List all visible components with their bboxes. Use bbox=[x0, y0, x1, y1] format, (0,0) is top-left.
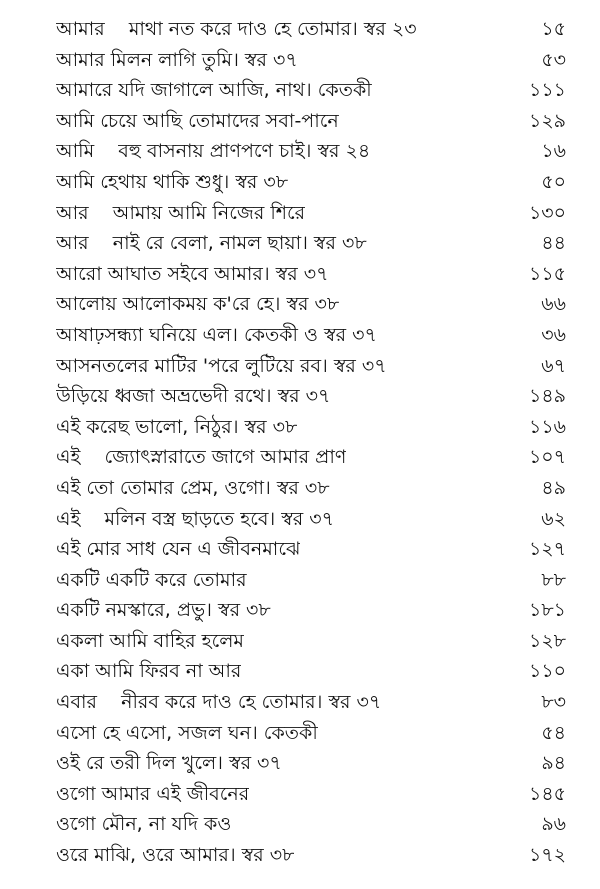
entry-page-number: ১৪৫ bbox=[529, 782, 566, 805]
entry-title: আমি বহু বাসনায় প্রাণপণে চাই। স্বর ২৪ bbox=[56, 140, 371, 163]
index-entry bbox=[56, 289, 566, 320]
entry-title: আমারে যদি জাগালে আজি, নাথ। কেতকী bbox=[56, 79, 372, 102]
entry-page-number: ৪৯ bbox=[541, 476, 566, 499]
index-entry bbox=[56, 473, 566, 504]
entry-title: এই মলিন বস্ত্র ছাড়তে হবে। স্বর ৩৭ bbox=[56, 507, 335, 530]
entry-title: একলা আমি বাহির হলেম bbox=[56, 629, 244, 652]
entry-title: আমার মাথা নত করে দাও হে তোমার। স্বর ২৩ bbox=[56, 18, 417, 40]
entry-page-number: ১৬ bbox=[541, 140, 566, 163]
entry-page-number: ৫৪ bbox=[541, 721, 566, 744]
entry-page-number: ১৫ bbox=[541, 18, 566, 40]
entry-page-number: ১২৭ bbox=[528, 538, 566, 561]
index-entry bbox=[56, 718, 566, 749]
entry-title: এই জ্যোৎস্নারাতে জাগে আমার প্রাণ bbox=[56, 446, 347, 469]
index-entry bbox=[56, 779, 566, 810]
index-entry bbox=[56, 656, 566, 687]
entry-title: ওগো আমার এই জীবনের bbox=[56, 782, 250, 805]
index-entry bbox=[56, 840, 566, 871]
entry-title: একটি নমস্কারে, প্রভু। স্বর ৩৮ bbox=[56, 599, 271, 622]
entry-title: আষাঢ়সন্ধ্যা ঘনিয়ে এল। কেতকী ও স্বর ৩৭ bbox=[56, 323, 377, 346]
entry-title: একটি একটি করে তোমার bbox=[56, 568, 247, 591]
entry-title: আমি হেথায় থাকি শুধু। স্বর ৩৮ bbox=[56, 170, 289, 193]
entry-title: ওরে মাঝি, ওরে আমার। স্বর ৩৮ bbox=[56, 844, 295, 867]
index-entry bbox=[56, 565, 566, 596]
entry-page-number: ১৮১ bbox=[529, 599, 566, 622]
index-entry bbox=[56, 228, 566, 259]
index-entry bbox=[56, 809, 566, 840]
entry-title: আরো আঘাত সইবে আমার। স্বর ৩৭ bbox=[56, 262, 329, 285]
entry-page-number: ১১১ bbox=[529, 79, 566, 102]
entry-page-number: ১৪৯ bbox=[529, 385, 566, 408]
song-index-list bbox=[56, 14, 566, 871]
entry-title: আমি চেয়ে আছি তোমাদের সবা-পানে bbox=[56, 109, 339, 132]
index-entry bbox=[56, 136, 566, 167]
index-entry bbox=[56, 626, 566, 657]
entry-title: আর নাই রে বেলা, নামল ছায়া। স্বর ৩৮ bbox=[56, 232, 367, 255]
index-entry bbox=[56, 259, 566, 290]
index-entry bbox=[56, 198, 566, 229]
entry-page-number: ৪৪ bbox=[541, 232, 566, 255]
index-entry bbox=[56, 748, 566, 779]
entry-page-number: ১৩০ bbox=[528, 201, 566, 224]
entry-title: এবার নীরব করে দাও হে তোমার। স্বর ৩৭ bbox=[56, 691, 382, 714]
entry-page-number: ১১৫ bbox=[529, 262, 566, 285]
entry-title: এসো হে এসো, সজল ঘন। কেতকী bbox=[56, 721, 318, 744]
entry-page-number: ৫৩ bbox=[541, 48, 566, 71]
entry-page-number: ১৭২ bbox=[528, 844, 566, 867]
index-entry bbox=[56, 412, 566, 443]
entry-page-number: ১২৮ bbox=[528, 629, 566, 652]
entry-page-number: ১১৬ bbox=[528, 415, 566, 438]
index-entry bbox=[56, 106, 566, 137]
index-entry bbox=[56, 442, 566, 473]
entry-title: আর আমায় আমি নিজের শিরে bbox=[56, 201, 306, 224]
entry-page-number: ৮৮ bbox=[541, 568, 566, 591]
index-entry bbox=[56, 381, 566, 412]
entry-page-number: ১২৯ bbox=[528, 109, 566, 132]
index-entry bbox=[56, 167, 566, 198]
entry-title: উড়িয়ে ধ্বজা অভ্রভেদী রথে। স্বর ৩৭ bbox=[56, 385, 331, 408]
entry-page-number: ১০৭ bbox=[528, 446, 566, 469]
entry-page-number: ৫০ bbox=[541, 170, 566, 193]
entry-page-number: ৬৬ bbox=[541, 293, 566, 316]
entry-page-number: ৮৩ bbox=[541, 691, 566, 714]
index-entry bbox=[56, 45, 566, 76]
index-entry bbox=[56, 14, 566, 45]
index-entry bbox=[56, 351, 566, 382]
entry-title: ওই রে তরী দিল খুলে। স্বর ৩৭ bbox=[56, 752, 282, 775]
entry-title: আমার মিলন লাগি তুমি। স্বর ৩৭ bbox=[56, 48, 298, 71]
entry-page-number: ৬২ bbox=[541, 507, 566, 530]
index-entry bbox=[56, 504, 566, 535]
entry-page-number: ৬৭ bbox=[541, 354, 566, 377]
entry-title: আলোয় আলোকময় ক'রে হে। স্বর ৩৮ bbox=[56, 293, 340, 316]
index-entry bbox=[56, 687, 566, 718]
entry-page-number: ৯৬ bbox=[541, 813, 566, 836]
entry-title: ওগো মৌন, না যদি কও bbox=[56, 813, 232, 836]
index-entry bbox=[56, 320, 566, 351]
index-entry bbox=[56, 595, 566, 626]
entry-title: আসনতলের মাটির 'পরে লুটিয়ে রব। স্বর ৩৭ bbox=[56, 354, 387, 377]
entry-title: এই করেছ ভালো, নিঠুর। স্বর ৩৮ bbox=[56, 415, 298, 438]
entry-page-number: ৯৪ bbox=[541, 752, 566, 775]
entry-title: এই মোর সাধ যেন এ জীবনমাঝে bbox=[56, 538, 301, 561]
entry-title: এই তো তোমার প্রেম, ওগো। স্বর ৩৮ bbox=[56, 476, 330, 499]
entry-page-number: ৩৬ bbox=[541, 323, 566, 346]
index-entry bbox=[56, 534, 566, 565]
index-entry bbox=[56, 75, 566, 106]
entry-page-number: ১১০ bbox=[528, 660, 566, 683]
entry-title: একা আমি ফিরব না আর bbox=[56, 660, 242, 683]
